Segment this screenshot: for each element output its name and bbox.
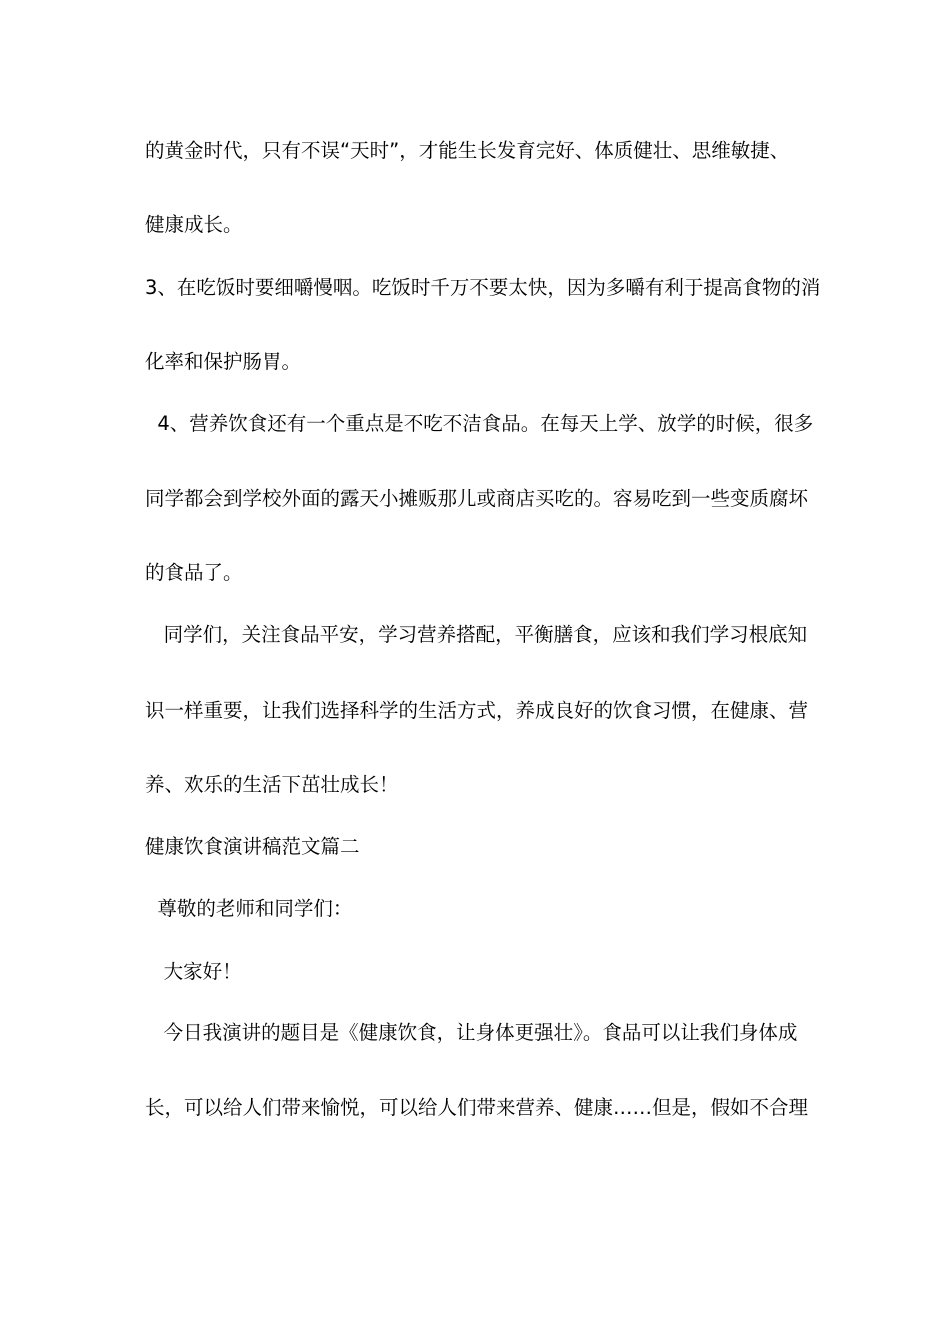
- text-line-3: 3、在吃饭时要细嚼慢咽。吃饭时千万不要太快，因为多嚼有利于提高食物的消: [145, 276, 821, 299]
- text-line-10: 养、欢乐的生活下茁壮成长！: [145, 773, 399, 796]
- text-line-4: 化率和保护肠胃。: [145, 350, 302, 373]
- text-line-14: 今日我演讲的题目是《健康饮食，让身体更强壮》。食品可以让我们身体成: [145, 1021, 798, 1044]
- text-line-1: 的黄金时代，只有不误“天时”，才能生长发育完好、体质健壮、思维敏捷、: [145, 139, 790, 162]
- section-heading: 健康饮食演讲稿范文篇二: [145, 835, 360, 858]
- text-line-6: 同学都会到学校外面的露天小摊贩那儿或商店买吃的。容易吃到一些变质腐坏: [145, 487, 809, 510]
- text-line-15: 长，可以给人们带来愉悦，可以给人们带来营养、健康……但是，假如不合理: [145, 1096, 809, 1119]
- text-line-2: 健康成长。: [145, 213, 243, 236]
- greeting: 大家好！: [145, 960, 242, 983]
- text-line-8: 同学们，关注食品平安，学习营养搭配，平衡膳食，应该和我们学习根底知: [145, 623, 808, 646]
- text-line-7: 的食品了。: [145, 561, 243, 584]
- text-line-5: 4、营养饮食还有一个重点是不吃不洁食品。在每天上学、放学的时候，很多: [145, 412, 814, 435]
- text-line-9: 识一样重要，让我们选择科学的生活方式，养成良好的饮食习惯，在健康、营: [145, 699, 809, 722]
- salutation: 尊敬的老师和同学们：: [145, 897, 353, 920]
